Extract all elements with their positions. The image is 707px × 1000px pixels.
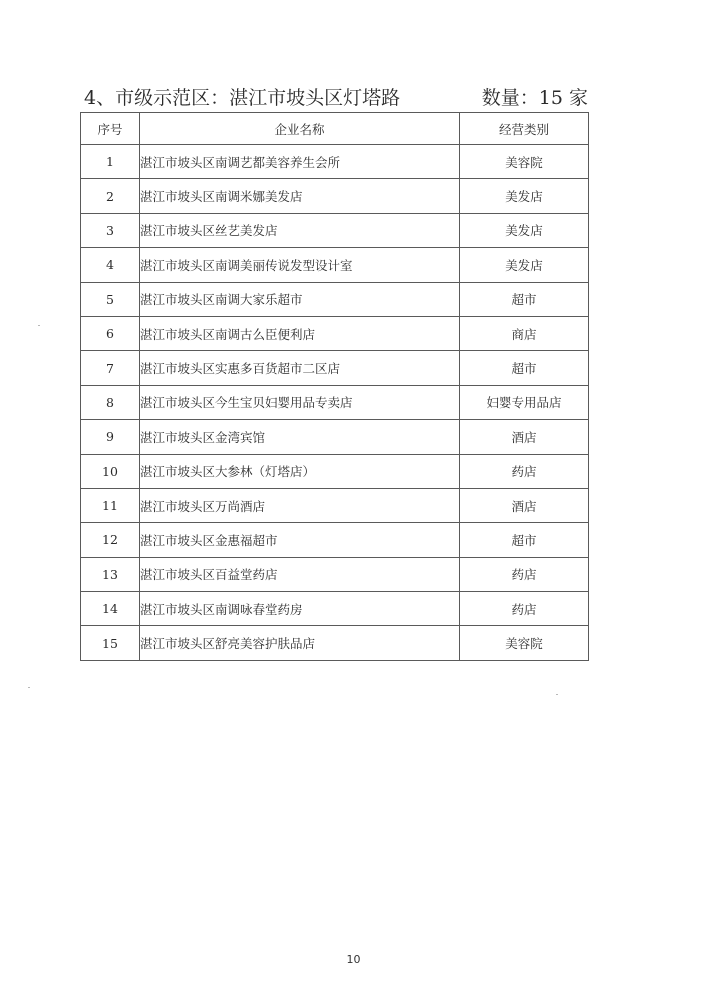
business-category-cell: 药店 (460, 454, 589, 488)
enterprise-name-cell: 湛江市坡头区南调美丽传说发型设计室 (140, 248, 460, 282)
business-category-cell: 药店 (460, 592, 589, 626)
table-row (81, 282, 589, 316)
enterprise-name-cell: 湛江市坡头区南调咏春堂药房 (140, 592, 460, 626)
enterprise-name-cell: 湛江市坡头区金惠福超市 (140, 523, 460, 557)
business-category-cell: 美发店 (460, 179, 589, 213)
enterprise-name-cell: 湛江市坡头区百益堂药店 (140, 557, 460, 591)
business-category-cell: 药店 (460, 557, 589, 591)
scan-speck (556, 694, 558, 695)
enterprise-name-cell: 湛江市坡头区南调古么臣便利店 (140, 316, 460, 350)
business-category-cell: 美容院 (460, 626, 589, 660)
table-body (81, 145, 589, 661)
serial-number-cell: 10 (81, 454, 140, 488)
serial-number-cell: 7 (81, 351, 140, 385)
table-row (81, 351, 589, 385)
table-row (81, 557, 589, 591)
enterprise-table (80, 112, 589, 661)
table-row (81, 248, 589, 282)
serial-number-cell: 6 (81, 316, 140, 350)
serial-number-cell: 14 (81, 592, 140, 626)
serial-number-cell: 9 (81, 420, 140, 454)
business-category-cell: 超市 (460, 523, 589, 557)
table-row (81, 488, 589, 522)
enterprise-count: 数量：15 家 (481, 87, 588, 109)
scan-speck (28, 687, 30, 688)
business-category-cell: 超市 (460, 282, 589, 316)
serial-number-cell: 11 (81, 488, 140, 522)
header-row (81, 113, 589, 145)
serial-number-cell: 15 (81, 626, 140, 660)
serial-number-cell: 12 (81, 523, 140, 557)
enterprise-name-cell: 湛江市坡头区南调艺都美容养生会所 (140, 145, 460, 179)
business-category-cell: 美发店 (460, 213, 589, 247)
enterprise-name-cell: 湛江市坡头区南调米娜美发店 (140, 179, 460, 213)
serial-number-cell: 13 (81, 557, 140, 591)
header-serial-number: 序号 (81, 113, 140, 145)
business-category-cell: 美发店 (460, 248, 589, 282)
table-row (81, 523, 589, 557)
enterprise-name-cell: 湛江市坡头区丝艺美发店 (140, 213, 460, 247)
serial-number-cell: 3 (81, 213, 140, 247)
table-row (81, 385, 589, 419)
enterprise-name-cell: 湛江市坡头区万尚酒店 (140, 488, 460, 522)
header-business-category: 经营类别 (460, 113, 589, 145)
business-category-cell: 妇婴专用品店 (460, 385, 589, 419)
table-row (81, 592, 589, 626)
table-row (81, 316, 589, 350)
scan-speck (38, 325, 40, 326)
table-row (81, 420, 589, 454)
table-row (81, 179, 589, 213)
business-category-cell: 商店 (460, 316, 589, 350)
enterprise-name-cell: 湛江市坡头区南调大家乐超市 (140, 282, 460, 316)
enterprise-name-cell: 湛江市坡头区金湾宾馆 (140, 420, 460, 454)
business-category-cell: 超市 (460, 351, 589, 385)
page-number: 10 (346, 953, 361, 966)
enterprise-name-cell: 湛江市坡头区大参林（灯塔店） (140, 454, 460, 488)
table-header (81, 113, 589, 145)
enterprise-name-cell: 湛江市坡头区舒亮美容护肤品店 (140, 626, 460, 660)
serial-number-cell: 8 (81, 385, 140, 419)
table-row (81, 213, 589, 247)
table-row (81, 626, 589, 660)
section-heading (84, 84, 588, 112)
business-category-cell: 美容院 (460, 145, 589, 179)
serial-number-cell: 2 (81, 179, 140, 213)
serial-number-cell: 4 (81, 248, 140, 282)
business-category-cell: 酒店 (460, 420, 589, 454)
serial-number-cell: 1 (81, 145, 140, 179)
enterprise-name-cell: 湛江市坡头区实惠多百货超市二区店 (140, 351, 460, 385)
table-row (81, 145, 589, 179)
business-category-cell: 酒店 (460, 488, 589, 522)
serial-number-cell: 5 (81, 282, 140, 316)
table-row (81, 454, 589, 488)
enterprise-name-cell: 湛江市坡头区今生宝贝妇婴用品专卖店 (140, 385, 460, 419)
section-title: 4、市级示范区：湛江市坡头区灯塔路 (84, 87, 401, 109)
header-enterprise-name: 企业名称 (140, 113, 460, 145)
